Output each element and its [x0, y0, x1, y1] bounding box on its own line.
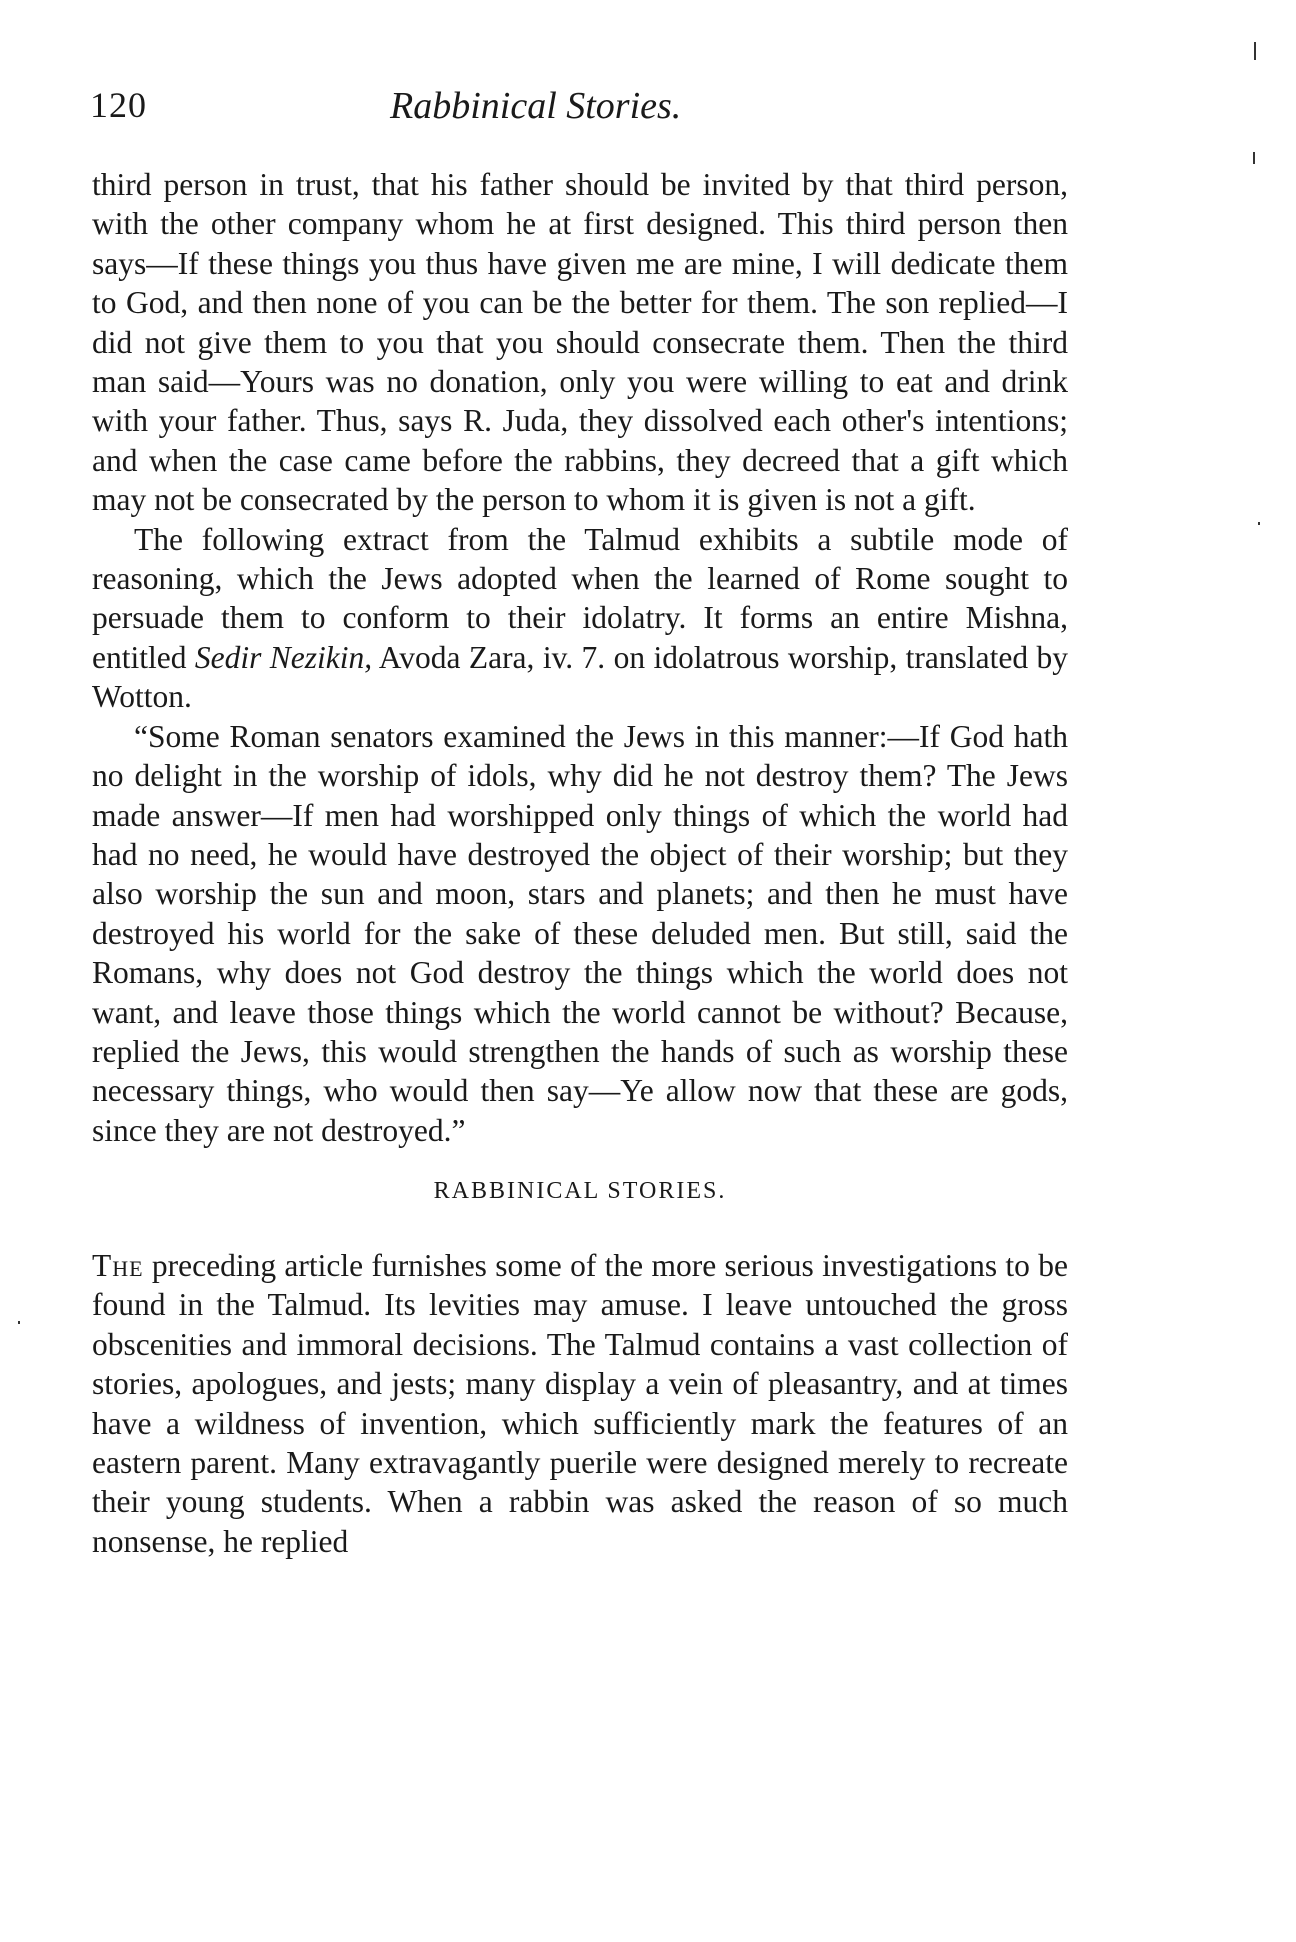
body-text — [92, 165, 1068, 1150]
page-number: 120 — [90, 85, 147, 125]
scan-speck — [1258, 522, 1260, 525]
section-body-text — [92, 1246, 1068, 1561]
section-paragraph-text: preceding article furnishes some of the more serious investigations to be found in the Talmud. Its levities may amuse. I leave untouched the gross obscenities and immoral decisions. The Talmud contains a vast collection of stories, apologues, and jests; many display a vein of pleasantry, and at times have a wildness of invention, which sufficiently mark the features of an eastern parent. Many extravagantly puerile were designed merely to recreate their young students. When a rabbin was asked the reason of so much nonsense, he replied — [92, 1248, 1068, 1559]
scan-speck — [18, 1321, 20, 1324]
paragraph-roman-senators: “Some Roman senators examined the Jews in this manner:—If God hath no delight in the worship of idols, why did he not destroy them? The Jews made answer—If men had worshipped only things of which the world had had no need, he would have destroyed the object of their worship; but they also worship the sun and moon, stars and planets; and then he must have destroyed his world for the sake of these deluded men. But still, said the Romans, why does not God destroy the things which the world does not want, and leave those things which the world cannot be without? Because, replied the Jews, this would strengthen the hands of such as worship these necessary things, who would then say—Ye allow now that these are gods, since they are not destroyed.” — [92, 718, 1068, 1148]
paragraph-talmud-extract — [92, 520, 1068, 717]
running-head — [90, 84, 1070, 134]
lead-word: The — [92, 1248, 144, 1283]
paragraph-talmud-extract-after: Avoda Zara, iv. 7. on idolatrous worship, translated by Wotton. — [92, 639, 1068, 715]
scan-speck — [1254, 42, 1256, 60]
section-heading: RABBINICAL STORIES. — [433, 1178, 727, 1204]
mishna-title: Sedir Nezikin, — [194, 639, 373, 675]
running-title: Rabbinical Stories. — [390, 85, 682, 127]
paragraph-continued: third person in trust, that his father should be invited by that third person, with the other company whom he at first designed. This third person then says—If these things you thus have given me are mine, I will dedicate them to God, and then none of you can be the better for them. The son replied—I did not give them to you that you should consecrate them. Then the third man said—Yours was no donation, only you were willing to eat and drink with your father. Thus, says R. Juda, they dissolved each other's intentions; and when the case came before the rabbins, they decreed that a gift which may not be consecrated by the person to whom it is given is not a gift. — [92, 167, 1068, 518]
paragraph-talmud-extract-before: The following extract from the Talmud exhibits a subtile mode of reasoning, which the Jews adopted when the learned of Rome sought to persuade them to conform to their idolatry. It forms an entire Mishna, entitled — [92, 521, 1068, 675]
section-paragraph — [92, 1246, 1068, 1561]
scan-speck — [1253, 152, 1255, 164]
